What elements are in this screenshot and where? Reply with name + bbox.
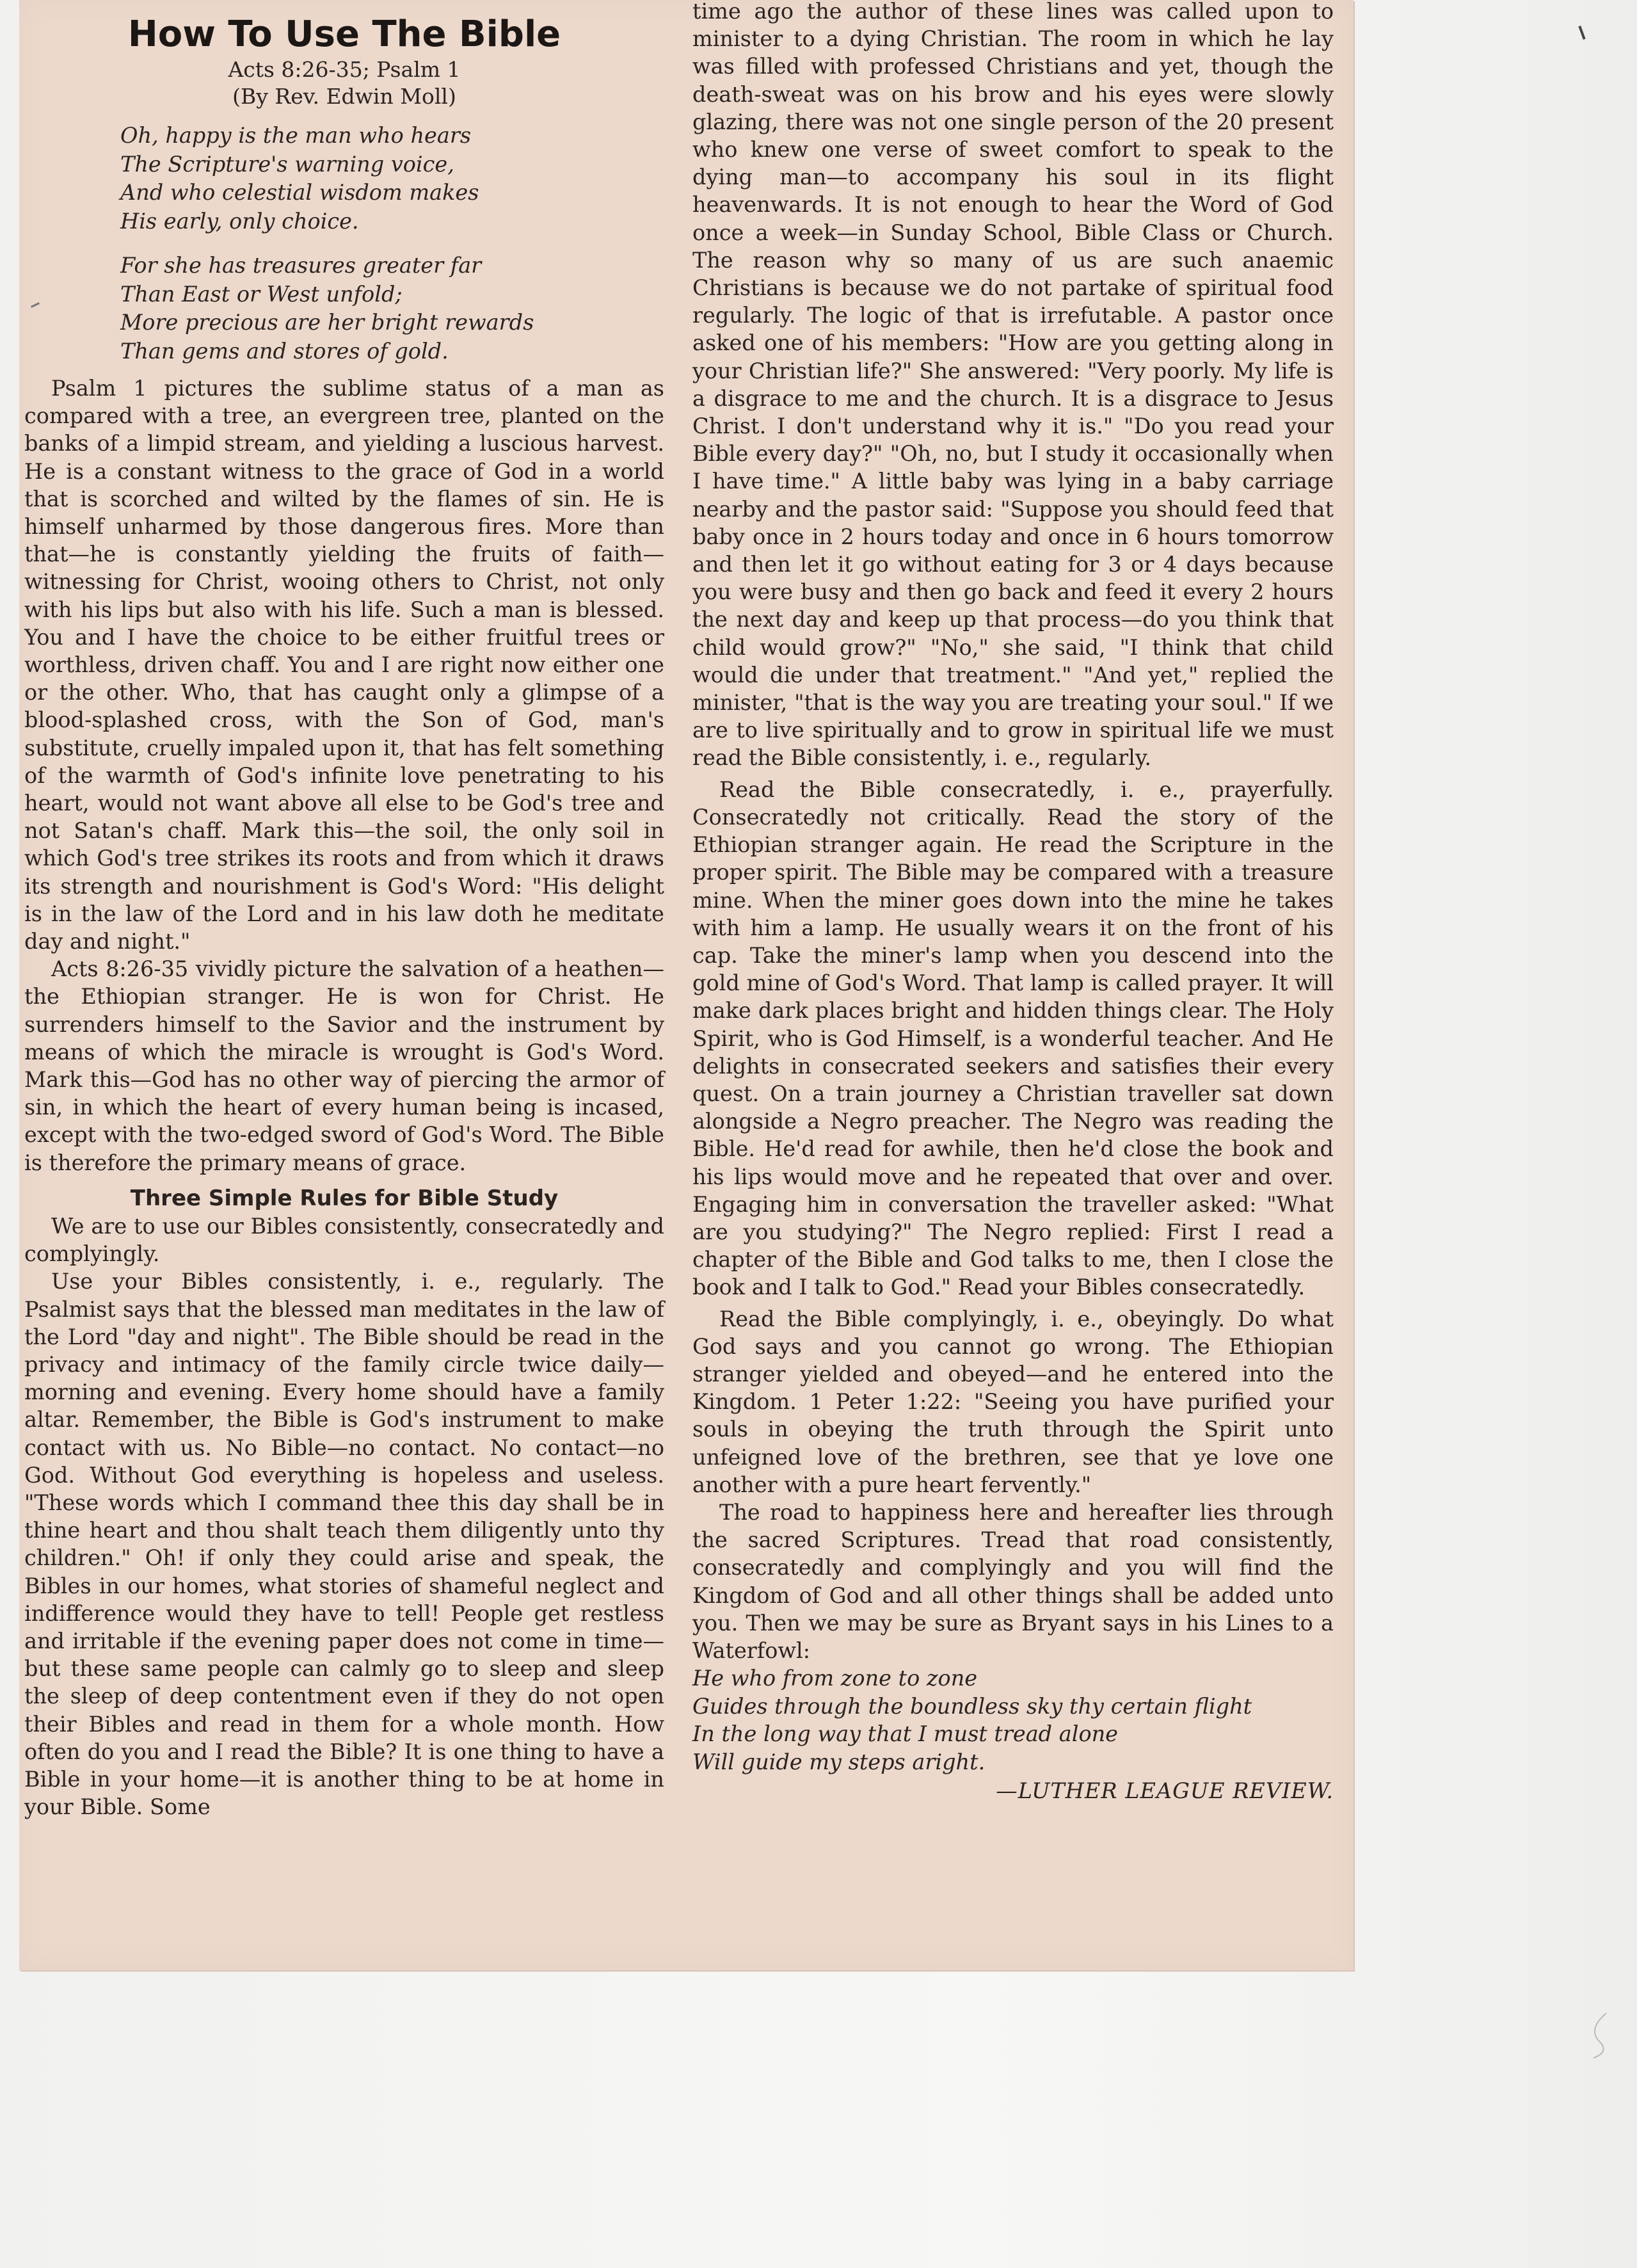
opening-poem — [24, 122, 664, 366]
paragraph-road-to-happiness: The road to happiness here and hereafter lies through the sacred Scriptures. Tread that road consistently, consecratedly and complyingly and you will find the Kingdom of God and all other things shall be added unto you. Then we may be sure as Bryant says in his Lines to a Waterfowl: — [692, 1499, 1334, 1663]
source-credit: —LUTHER LEAGUE REVIEW. — [996, 1778, 1334, 1804]
verse-line: He who from zone to zone — [692, 1666, 978, 1691]
poem-line: Than East or West unfold; — [120, 281, 403, 307]
poem-line: Than gems and stores of gold. — [120, 338, 449, 364]
scripture-references: Acts 8:26-35; Psalm 1 — [228, 57, 461, 82]
closing-verse — [692, 1664, 1334, 1776]
paragraph-rules-intro: We are to use our Bibles consistently, consecratedly and complyingly. — [24, 1213, 664, 1267]
verse-line: In the long way that I must tread alone — [692, 1721, 1119, 1747]
corner-squiggle — [1581, 2010, 1619, 2061]
paragraph-acts: Acts 8:26-35 vividly picture the salvation of a heathen—the Ethiopian stranger. He is won for Christ. He surrenders himself to the Savior and the instrument by means of which the miracle is wrought is God's Word. Mark this—God has no other way of piercing the armor of sin, in which the heart of every human being is incased, except with the two-edged sword of God's Word. The Bible is therefore the primary means of grace. — [24, 956, 664, 1175]
poem-line: More precious are her bright rewards — [120, 310, 534, 335]
verse-line: Will guide my steps aright. — [692, 1749, 986, 1774]
verse-line: Guides through the boundless sky thy certain flight — [692, 1693, 1252, 1719]
poem-line: And who celestial wisdom makes — [120, 180, 479, 205]
paragraph-consistently-continued: time ago the author of these lines was called upon to minister to a dying Christian. The room in which he lay was filled with professed Christians and yet, though the death-sweat was on his brow and his eyes were slowly glazing, there was not one single person of the 20 present who knew one verse of sweet comfort to speak to the dying man—to accompany his soul in its flight heavenwards. It is not enough to hear the Word of God once a week—in Sunday School, Bible Class or Church. The reason why so many of us are such anaemic Christians is because we do not partake of spiritual food regularly. The logic of that is irrefutable. A pastor once asked one of his members: "How are you getting along in your Christian life?" She answered: "Very poorly. My life is a disgrace to me and the church. It is a disgrace to Jesus Christ. I don't understand why it is." "Do you read your Bible every day?" "Oh, no, but I study it occasionally when I have time." A little baby was lying in a baby carriage nearby and the pastor said: "Suppose you should feed that baby once in 2 hours today and once in 6 hours tomorrow and then let it go without eating for 3 or 4 days because you were busy and then go back and feed it every 2 hours the next day and keep up that process—do you think that child would grow?" "No," she said, "I think that child would die under that treatment." "And yet," replied the minister, "that is the way you are treating your soul." If we are to live spiritually and to grow in spiritual life we must read the Bible consistently, i. e., regularly. — [692, 0, 1334, 771]
poem-line: His early, only choice. — [120, 208, 359, 234]
paragraph-consistently: Use your Bibles consistently, i. e., regularly. The Psalmist says that the blessed man meditates in the law of the Lord "day and night". The Bible should be read in the privacy and intimacy of the family circle twice daily—morning and evening. Every home should have a family altar. Remember, the Bible is God's instrument to make contact with us. No Bible—no contact. No contact—no God. Without God everything is hopeless and useless. "These words which I command thee this day shall be in thine heart and thou shalt teach them diligently unto thy children." Oh! if only they could arise and speak, the Bibles in our homes, what stories of shameful neglect and indifference would they have to tell! People get restless and irritable if the evening paper does not come in time—but these same people can calmly go to sleep and sleep the sleep of deep contentment even if they do not open their Bibles and read in them for a whole month. How often do you and I read the Bible? It is one thing to have a Bible in your home—it is another thing to be at home in your Bible. Some — [24, 1269, 664, 1820]
left-column — [24, 0, 664, 1821]
poem-line: Oh, happy is the man who hears — [120, 123, 472, 148]
paragraph-psalm-1: Psalm 1 pictures the sublime status of a man as compared with a tree, an evergreen tree, planted on the banks of a limpid stream, and yielding a luscious harvest. He is a constant witness to the grace of God in a world that is scorched and wilted by the flames of sin. He is himself unharmed by those dangerous fires. More than that—he is constantly yielding the fruits of faith—witnessing for Christ, wooing others to Christ, not only with his lips but also with his life. Such a man is blessed. You and I have the choice to be either fruitful trees or worthless, driven chaff. You and I are right now either one or the other. Who, that has caught only a glimpse of a blood-splashed cross, with the Son of God, man's substitute, cruelly impaled upon it, that has felt something of the warmth of God's infinite love penetrating to his heart, would not want above all else to be God's tree and not Satan's chaff. Mark this—the soil, the only soil in which God's tree strikes its roots and from which it draws its strength and nourishment is God's Word: "His delight is in the law of the Lord and in his law doth he meditate day and night." — [24, 376, 664, 954]
article-title: How To Use The Bible — [127, 13, 561, 55]
paragraph-consecratedly: Read the Bible consecratedly, i. e., prayerfully. Consecratedly not critically. Read the story of the Ethiopian stranger again. He read the Scripture in the proper spirit. The Bible may be compared with a treasure mine. When the miner goes down into the mine he takes with him a lamp. He usually wears it on the front of his cap. Take the miner's lamp when you descend into the gold mine of God's Word. That lamp is called prayer. It will make dark places bright and hidden things clear. The Holy Spirit, who is God Himself, is a wonderful teacher. And He delights in consecrated seekers and satisfies their every quest. On a train journey a Christian traveller sat down alongside a Negro preacher. The Negro was reading the Bible. He'd read for awhile, then he'd close the book and his lips would move and he repeated that over and over. Engaging him in conversation the traveller asked: "What are you studying?" The Negro replied: First I read a chapter of the Bible and God talks to me, then I close the book and I talk to God." Read your Bibles consecratedly. — [692, 776, 1334, 1300]
byline: (By Rev. Edwin Moll) — [232, 84, 456, 109]
poem-line: The Scripture's warning voice, — [120, 151, 454, 177]
paragraph-complyingly: Read the Bible complyingly, i. e., obeyingly. Do what God says and you cannot go wrong. The Ethiopian stranger yielded and obeyed—and he entered into the Kingdom. 1 Peter 1:22: "Seeing you have purified your souls in obeying the truth through the Spirit unto unfeigned love of the brethren, see that ye love one another with a pure heart fervently." — [692, 1306, 1334, 1497]
poem-line: For she has treasures greater far — [120, 253, 482, 278]
right-column — [692, 0, 1334, 1805]
section-heading: Three Simple Rules for Bible Study — [130, 1185, 559, 1211]
